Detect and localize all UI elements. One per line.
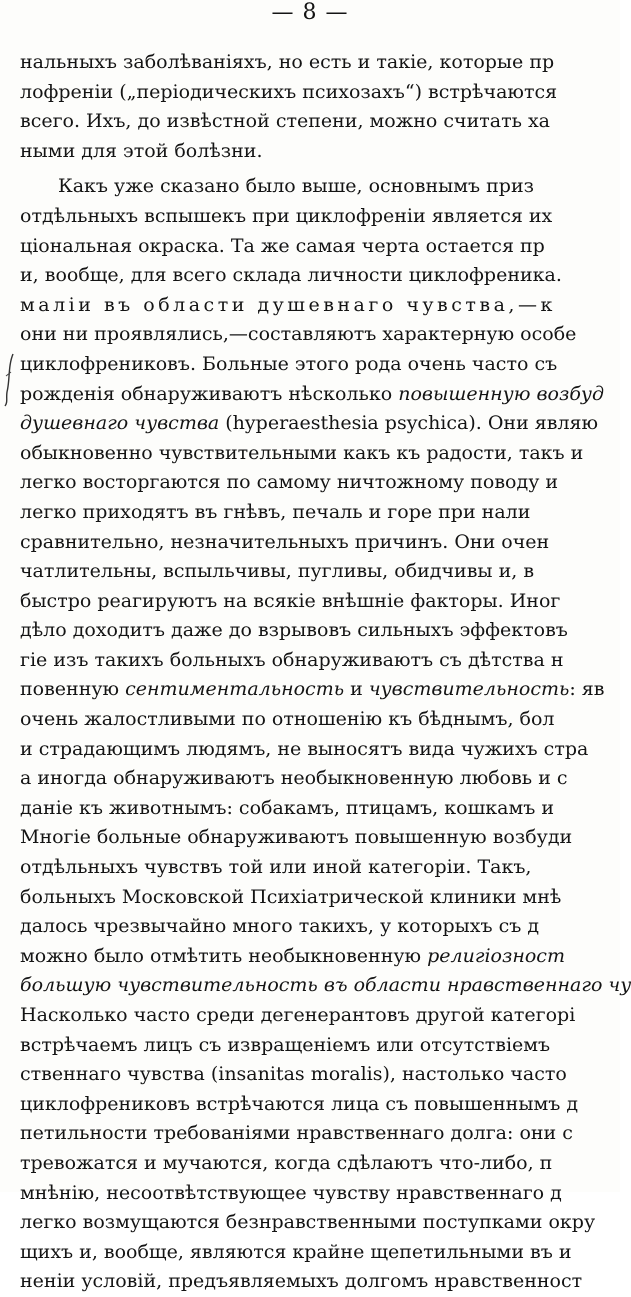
- text-line: [20, 1179, 620, 1209]
- text-line: [20, 320, 620, 350]
- text-line: [20, 1001, 620, 1031]
- text-segment: Какъ уже сказано было выше, основнымъ приз: [58, 175, 534, 198]
- text-segment: тревожатся и мучаются, когда сдѣлаютъ что-либо, п: [20, 1151, 553, 1174]
- text-segment: обыкновенно чувствительными какъ къ радости, такъ и: [20, 441, 584, 464]
- text-line: [20, 675, 620, 705]
- text-line: [20, 232, 620, 262]
- italic-emphasis: душевнаго чувства: [20, 412, 220, 435]
- text-segment: и, вообще, для всего склада личности циклофреника.: [20, 264, 562, 287]
- text-segment: мнѣнію, несоотвѣтствующее чувству нравственнаго д: [20, 1181, 562, 1204]
- text-segment: гіе изъ такихъ больныхъ обнаруживаютъ съ дѣтства н: [20, 648, 564, 671]
- italic-emphasis: большую чувствительность въ области нравственнаго чу: [20, 974, 631, 997]
- text-segment: и страдающимъ людямъ, не выносятъ вида чужихъ стра: [20, 737, 589, 760]
- text-line: [20, 1149, 620, 1179]
- page-number: — 8 —: [271, 0, 349, 25]
- text-segment: отдѣльныхъ вспышекъ при циклофреніи является их: [20, 204, 553, 227]
- text-line: [20, 1238, 620, 1268]
- text-segment: отдѣльныхъ чувствъ той или иной категоріи. Такъ,: [20, 856, 532, 879]
- text-line: [20, 853, 620, 883]
- italic-emphasis: религіозност: [427, 944, 565, 967]
- text-segment: Насколько часто среди дегенерантовъ другой категорі: [20, 1004, 576, 1026]
- text-segment: очень жалостливыми по отношенію къ бѣднымъ, бол: [20, 708, 555, 731]
- italic-emphasis: сентиментальность: [125, 678, 345, 701]
- text-line: [20, 48, 620, 78]
- text-line: [20, 912, 620, 942]
- text-segment: циклофрениковъ встрѣчаются лица съ повышеннымъ д: [20, 1092, 579, 1115]
- text-line: [20, 380, 620, 410]
- text-line: [20, 735, 620, 765]
- text-segment: быстро реагируютъ на всякіе внѣшніе факторы. Иног: [20, 589, 561, 612]
- text-line: [20, 468, 620, 498]
- text-segment: даніе къ животнымъ: собакамъ, птицамъ, кошкамъ и: [20, 796, 555, 819]
- text-line: [20, 764, 620, 794]
- text-segment: дѣло доходитъ даже до взрывовъ сильныхъ эффектовъ: [20, 619, 568, 642]
- text-segment: неніи условій, предъявляемыхъ долгомъ нравственност: [20, 1270, 583, 1293]
- text-line: [20, 78, 620, 108]
- text-line: [20, 1208, 620, 1238]
- text-line: [20, 261, 620, 291]
- text-segment: циклофрениковъ. Больные этого рода очень часто съ: [20, 352, 558, 375]
- text-segment: легко возмущаются безнравственными поступками окру: [20, 1211, 596, 1234]
- text-line: [20, 1060, 620, 1090]
- text-line: [20, 528, 620, 558]
- text-segment: встрѣчаемъ лицъ съ извращеніемъ или отсутствіемъ: [20, 1033, 551, 1056]
- text-segment: повенную: [20, 678, 126, 701]
- text-segment: : яв: [569, 678, 605, 701]
- body-text: [20, 48, 631, 1297]
- text-segment: и: [344, 678, 369, 701]
- text-line: [20, 823, 620, 853]
- text-line: [20, 1090, 620, 1120]
- text-line: [20, 137, 620, 167]
- text-line: [20, 202, 620, 232]
- text-line: [20, 439, 620, 469]
- italic-emphasis: чувствительность: [368, 678, 570, 701]
- text-segment: они ни проявлялись,—составляютъ характерную особе: [20, 323, 577, 346]
- text-line: [20, 409, 620, 439]
- text-line: [20, 498, 620, 528]
- text-line: [20, 350, 620, 380]
- text-segment: Многіе больные обнаруживаютъ повышенную возбуди: [20, 826, 573, 849]
- text-segment: всего. Ихъ, до извѣстной степени, можно считать ха: [20, 110, 551, 133]
- text-line: [20, 557, 620, 587]
- text-line: [20, 1031, 620, 1061]
- text-line: [20, 705, 620, 735]
- text-line: [20, 971, 631, 1001]
- text-line: [20, 646, 620, 676]
- text-segment: чатлительны, вспыльчивы, пугливы, обидчивы и, в: [20, 560, 535, 583]
- text-line: [20, 1267, 620, 1297]
- text-line: [20, 794, 620, 824]
- text-segment: ственнаго чувства (insanitas moralis), настолько часто: [20, 1063, 567, 1086]
- text-segment: легко приходятъ въ гнѣвъ, печаль и горе при нали: [20, 500, 531, 523]
- text-line: [20, 587, 620, 617]
- text-segment: рожденія обнаруживаютъ нѣсколько: [20, 382, 399, 405]
- text-segment: а иногда обнаруживаютъ необыкновенную любовь и с: [20, 767, 568, 790]
- text-segment: сравнительно, незначительныхъ причинъ. Они очен: [20, 530, 550, 553]
- italic-emphasis: повышенную возбуд: [398, 382, 604, 405]
- text-segment: щихъ и, вообще, являются крайне щепетильными въ и: [20, 1240, 572, 1263]
- text-segment: можно было отмѣтить необыкновенную: [20, 944, 428, 967]
- text-segment: (hyperaesthesia psychica). Они являю: [219, 412, 599, 435]
- text-segment: ціональная окраска. Та же самая черта остается пр: [20, 234, 545, 257]
- text-segment: далось чрезвычайно много такихъ, у которыхъ съ д: [20, 915, 540, 938]
- margin-pencil-mark: [2, 352, 16, 408]
- text-segment: ными для этой болѣзни.: [20, 139, 263, 162]
- text-segment: больныхъ Московской Психіатрической клиники мнѣ: [20, 885, 562, 908]
- text-line: [20, 172, 620, 202]
- text-line: [20, 1119, 620, 1149]
- text-line: [20, 883, 620, 913]
- text-line: [20, 107, 620, 137]
- text-line: [20, 942, 620, 972]
- text-segment: петильности требованіями нравственнаго долга: они с: [20, 1122, 573, 1145]
- text-segment: нальныхъ заболѣваніяхъ, но есть и такіе, которые пр: [20, 51, 555, 73]
- text-segment: лофреніи („періодическихъ психозахъ“) встрѣчаются: [20, 80, 558, 103]
- text-segment: маліи въ области душевнаго чувства,—к: [20, 293, 556, 316]
- text-segment: легко восторгаются по самому ничтожному поводу и: [20, 471, 559, 494]
- text-line: [20, 616, 620, 646]
- text-line: [20, 291, 620, 321]
